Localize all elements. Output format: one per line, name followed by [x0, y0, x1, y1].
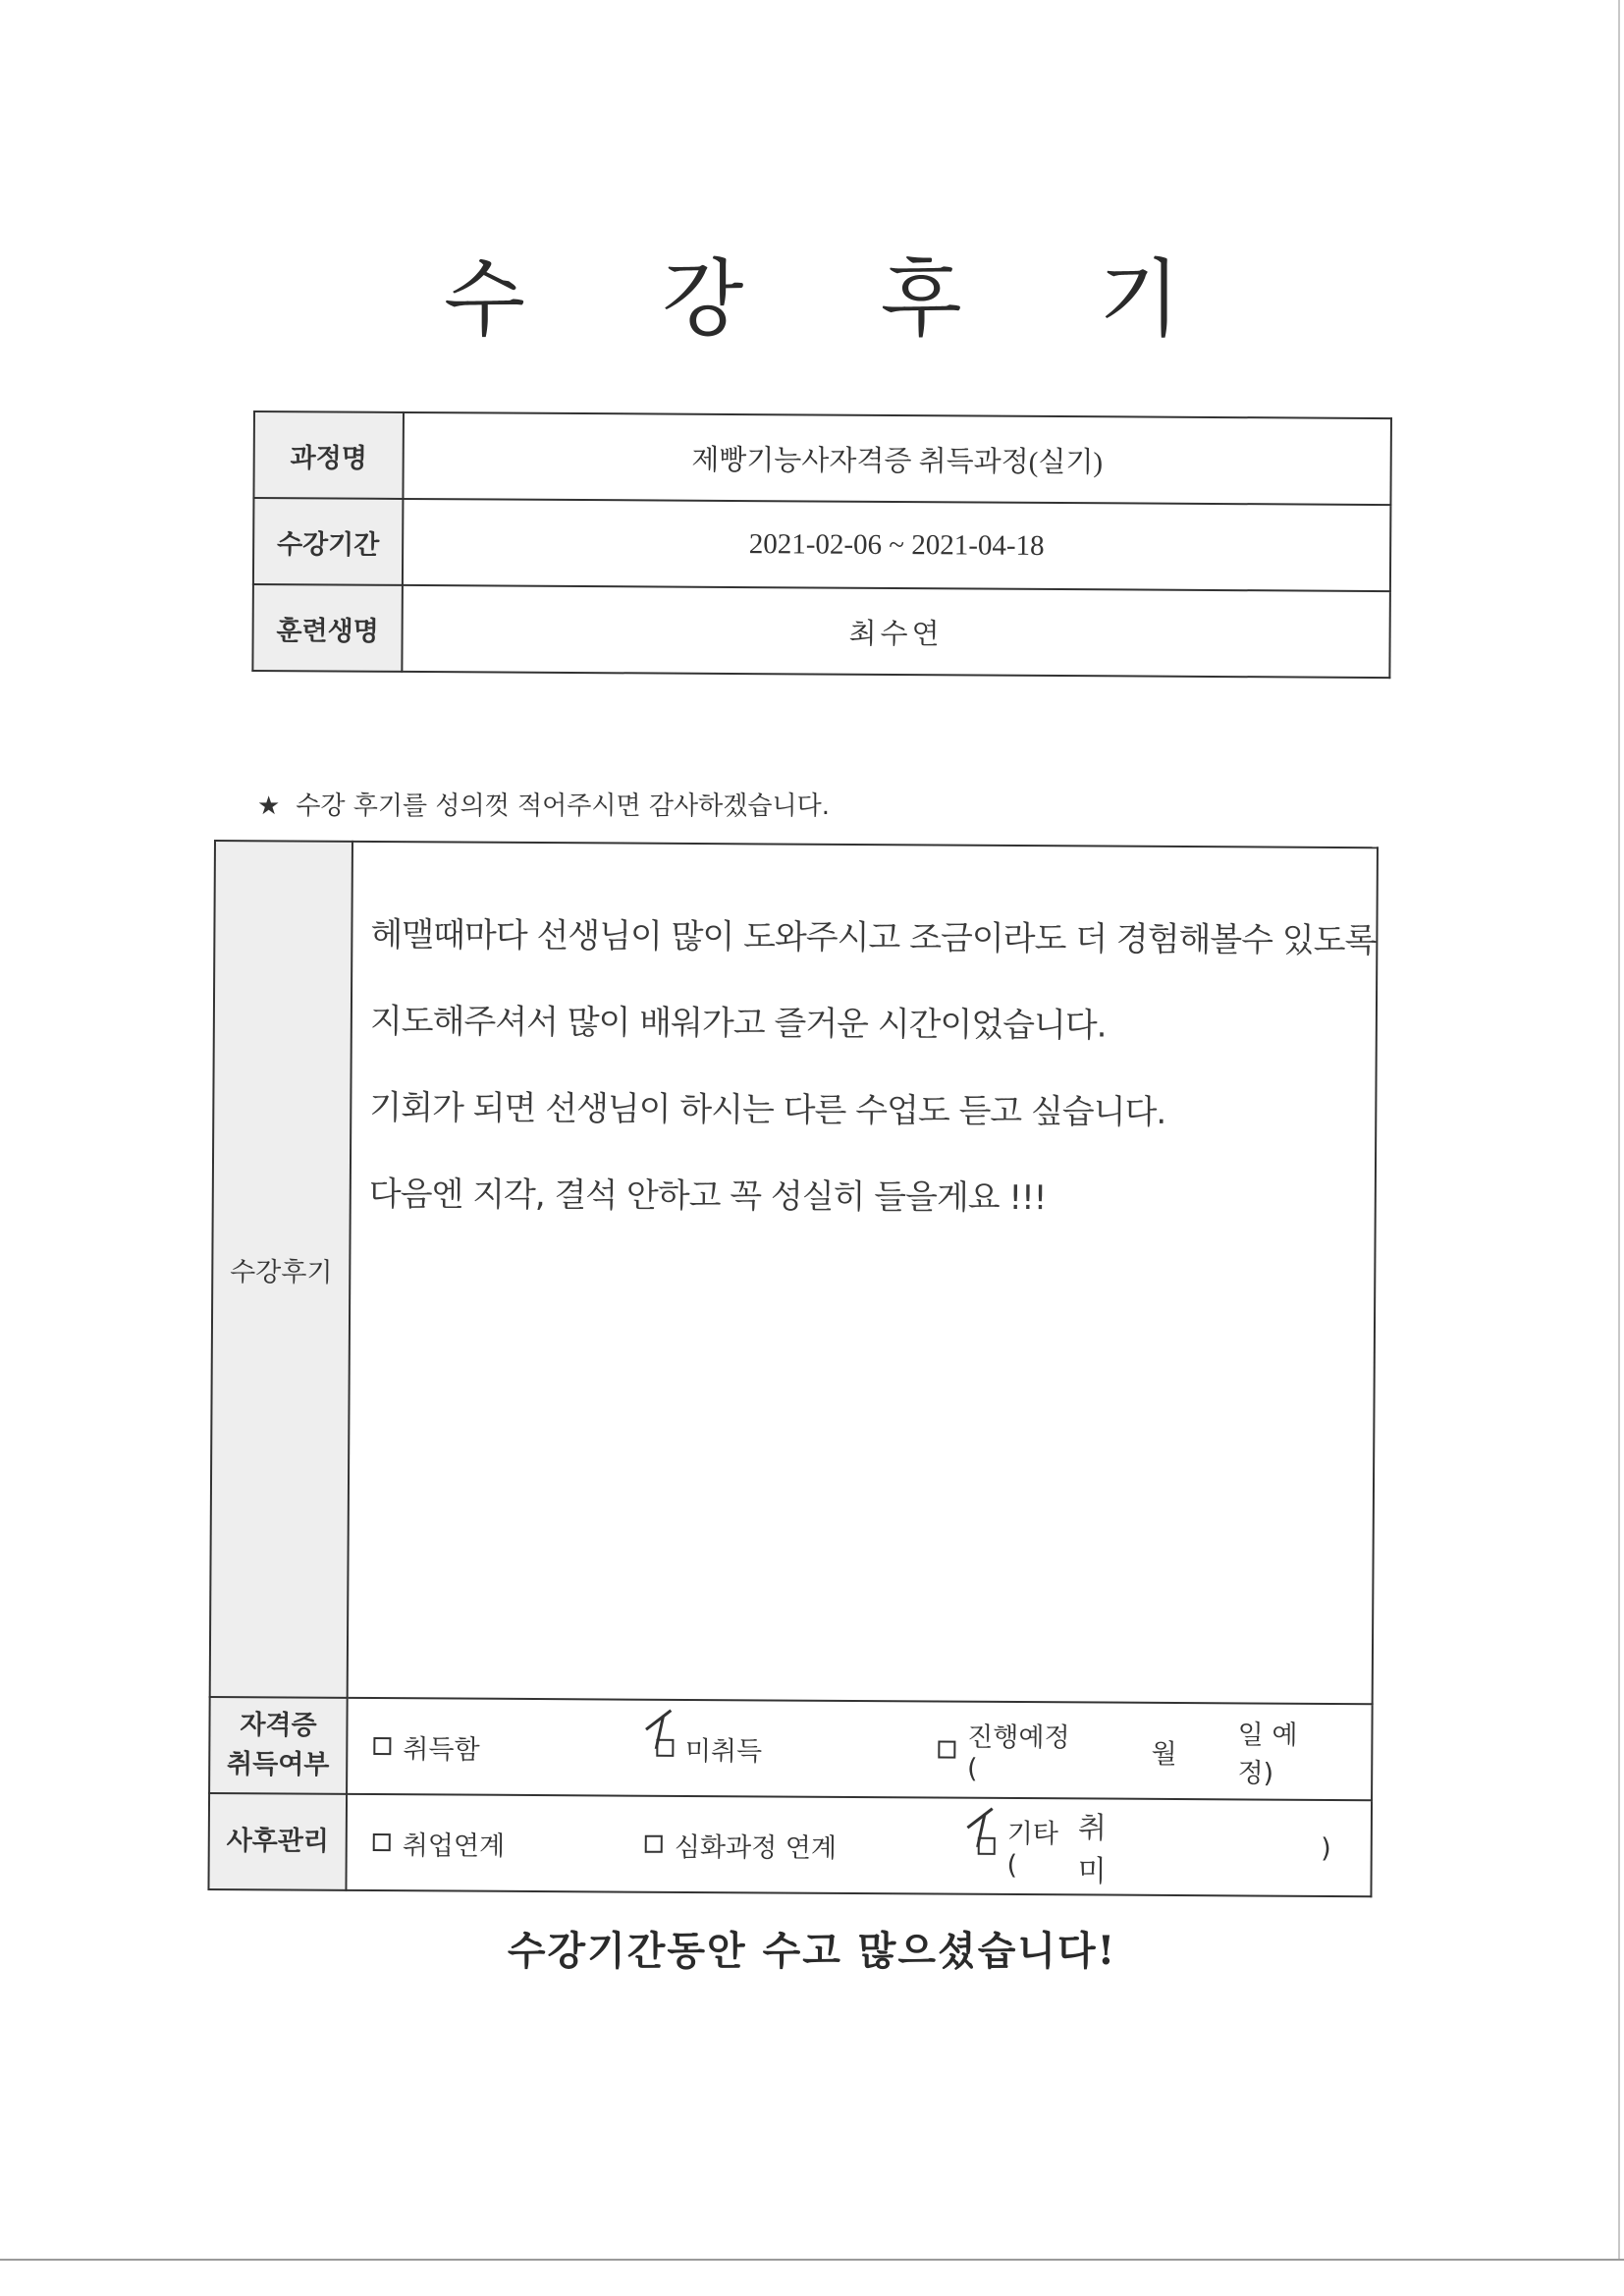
- checkbox-advanced[interactable]: [645, 1835, 663, 1853]
- close-paren: ): [1321, 1832, 1331, 1864]
- option-in-progress-label: 진행예정 (: [966, 1722, 1070, 1784]
- trainee-label: 훈련생명: [252, 584, 403, 672]
- option-advanced[interactable]: [645, 1825, 939, 1865]
- checkbox-other[interactable]: [978, 1837, 996, 1855]
- scan-edge-right: [1618, 0, 1620, 2259]
- review-table: [207, 840, 1379, 1897]
- star-icon: ★: [257, 792, 281, 821]
- checkbox-not-acquired[interactable]: [656, 1739, 674, 1757]
- page-title: 수 강 후 기: [443, 250, 1236, 349]
- day-label: 일 예정): [1237, 1720, 1298, 1789]
- course-label: 과정명: [253, 411, 404, 499]
- review-row: [210, 841, 1378, 1704]
- aftercare-label: 사후관리: [208, 1793, 347, 1890]
- option-not-acquired-label: 미취득: [684, 1735, 763, 1767]
- review-line: 기회가 되면 선생님이 하시는 다른 수업도 듣고 싶습니다.: [369, 1087, 1166, 1132]
- trainee-row: [252, 584, 1390, 678]
- option-other[interactable]: [978, 1803, 1331, 1891]
- month-label: 월: [1151, 1738, 1177, 1770]
- instruction-text: 수강 후기를 성의껏 적어주시면 감사하겠습니다.: [296, 792, 830, 821]
- other-value: 취미: [1077, 1811, 1107, 1889]
- option-other-label: 기타(: [1006, 1818, 1059, 1882]
- aftercare-row: [208, 1793, 1372, 1896]
- scan-edge-bottom: [0, 2259, 1624, 2261]
- option-job-label: 취업연계: [402, 1830, 506, 1862]
- option-advanced-label: 심화과정 연계: [674, 1831, 838, 1864]
- certificate-options: [347, 1698, 1373, 1800]
- option-in-progress[interactable]: [938, 1712, 1331, 1790]
- certificate-label-line2: 취득여부: [226, 1749, 330, 1780]
- instruction-note: [257, 786, 830, 822]
- aftercare-options: [346, 1794, 1372, 1896]
- course-value: 제빵기능사자격증 취득과정(실기): [403, 412, 1391, 505]
- period-row: [253, 498, 1391, 591]
- closing-message: 수강기간동안 수고 많으셨습니다!: [507, 1928, 1117, 1974]
- checkbox-in-progress[interactable]: [938, 1741, 955, 1759]
- certificate-label: [209, 1697, 348, 1794]
- review-line: 다음엔 지각, 결석 안하고 꼭 성실히 들을게요 !!!: [368, 1174, 1047, 1219]
- review-body: [348, 842, 1378, 1704]
- period-label: 수강기간: [253, 498, 404, 585]
- course-info-table: [251, 410, 1392, 679]
- certificate-label-line1: 자격증: [240, 1710, 317, 1741]
- option-acquired-label: 취득함: [403, 1733, 480, 1766]
- checkbox-job[interactable]: [373, 1833, 391, 1851]
- option-not-acquired[interactable]: [656, 1728, 899, 1769]
- review-line: 헤맬때마다 선생님이 많이 도와주시고 조금이라도 더 경험해볼수 있도록: [370, 914, 1377, 961]
- course-row: [253, 411, 1391, 505]
- checkbox-acquired[interactable]: [373, 1737, 391, 1755]
- certificate-row: [209, 1697, 1373, 1800]
- option-acquired[interactable]: [373, 1727, 617, 1768]
- option-job[interactable]: [373, 1824, 606, 1863]
- review-line: 지도해주셔서 많이 배워가고 즐거운 시간이었습니다.: [369, 1001, 1107, 1046]
- review-label: 수강후기: [210, 841, 352, 1698]
- period-value: 2021-02-06 ~ 2021-04-18: [403, 499, 1391, 591]
- trainee-name: 최수연: [402, 585, 1390, 678]
